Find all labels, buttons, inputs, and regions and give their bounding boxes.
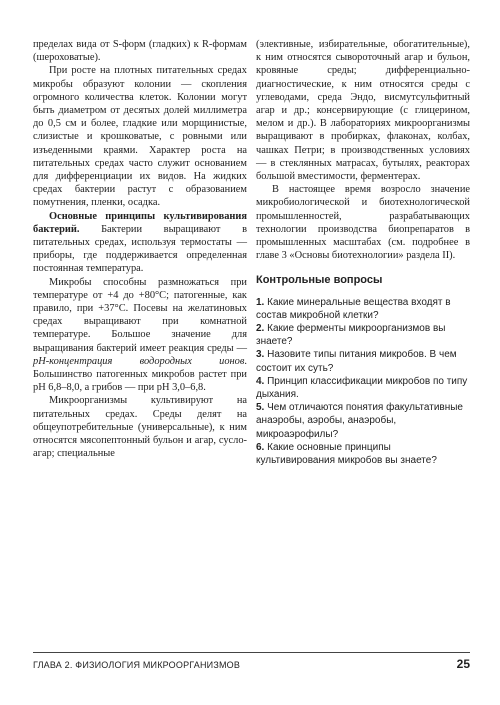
question-item: 5. Чем отличаются понятия факультативные анаэробы, аэробы, анаэробы, микроаэрофилы?: [256, 402, 463, 440]
question-item: 2. Какие ферменты микроорганизмов вы знаете?: [256, 323, 446, 348]
question-item: 4. Принцип классификации микробов по типу дыхания.: [256, 375, 468, 401]
right-paragraph-2: В настоящее время возросло значение микробиологической и биотехнологической промышленностей, разрабатывающих технологии производства биопрепаратов в промышленных масштабах (см. подробнее в главе 3 «Основы биотехнологии» раздела II).: [256, 184, 470, 262]
questions-heading: Контрольные вопросы: [256, 274, 383, 287]
questions-list: [256, 296, 470, 468]
cultivation-paragraph: [33, 210, 247, 276]
right-paragraph-1: (элективные, избирательные, обогатительные), к ним относятся сывороточный агар и бульон, кровяные среды; дифференциально-диагностические, к ним относятся среды с углеводами, среда Эндо, висмутсульфитный агар и др.; консервирующие (с глицерином, мелом и др.). В лабораториях микроорганизмы выращивают в пробирках, флаконах, колбах, чашках Петри; в производственных условиях — в стеклянных матрасах, бутылях, реакторах большой вместимости, ферментерах.: [256, 39, 470, 183]
cultivation-heading: Основные принципы культивирования бактерий.: [33, 210, 247, 235]
question-item: 6. Какие основные принципы культивирования микробов вы знаете?: [256, 441, 437, 467]
left-column: [33, 38, 247, 461]
right-column: [256, 38, 470, 467]
question-item: 1. Какие минеральные вещества входят в состав микробной клетки?: [256, 296, 451, 321]
temperature-text-end: . Большинство патогенных микробов растет при pH 6,8–8,0, а грибов — при pH 3,0–6,8.: [33, 355, 247, 394]
media-paragraph: Микроорганизмы культивируют на питательных средах. Среды делят на общеупотребительные (универсальные), к ним относятся мясопептонный бульон и агар, сусло-агар; специальные: [33, 395, 247, 460]
page-footer: [33, 652, 470, 671]
question-item: 3. Назовите типы питания микробов. В чем состоит их суть?: [256, 349, 457, 374]
temperature-paragraph: [33, 276, 247, 395]
temperature-text: Микробы способны размножаться при температуре от +4 до +80°С; патогенные, как правило, при +37°С. Посевы на желатиновых средах выращивают при комнатной температуре. Большое значение для выращивания бактерий имеет реакция среды —: [33, 276, 247, 354]
page-number: 25: [456, 657, 470, 671]
left-paragraph-1: пределах вида от S-форм (гладких) к R-формам (шероховатые).: [33, 39, 247, 64]
left-paragraph-2: При росте на плотных питательных средах микробы образуют колонии — скопления огромного количества клеток. Колонии могут быть диаметром от десятых долей миллиметра до 0,5 см и более, гладкие или морщинистые, слизистые и крошковатые, с ровными или изъеденными краями. Характер роста на питательных средах часто служит основанием для дифференциации их видов. На жидких средах бактерии растут с образованием помутнения, пленки, осадка.: [33, 65, 247, 209]
ph-term: pH-концентрация водородных ионов: [33, 355, 245, 367]
cultivation-text: Бактерии выращивают в питательных средах, используя термостаты — приборы, где поддерживается определенная постоянная температура.: [33, 223, 247, 275]
chapter-title: ГЛАВА 2. ФИЗИОЛОГИЯ МИКРООРГАНИЗМОВ: [33, 660, 241, 670]
